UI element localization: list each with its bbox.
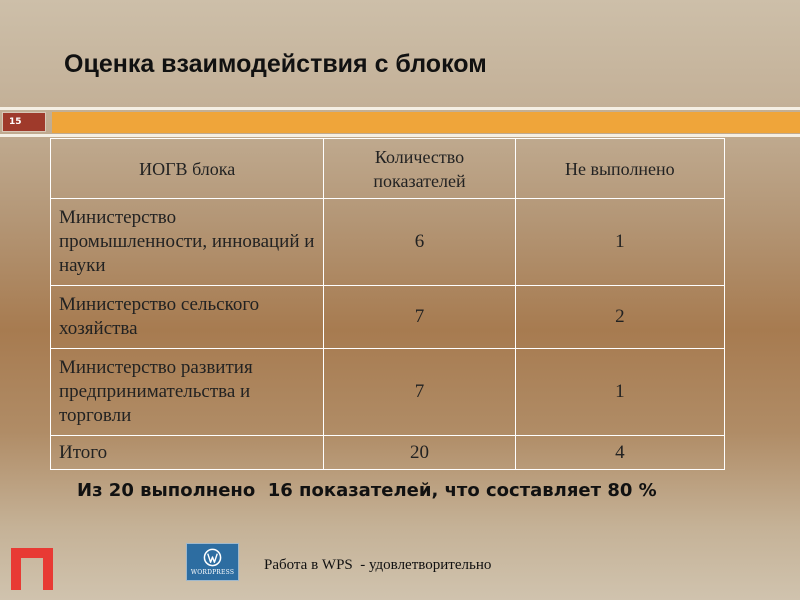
- not-done-count: 1: [515, 349, 724, 436]
- not-done-count: 2: [515, 286, 724, 349]
- not-done-count: 1: [515, 199, 724, 286]
- indicators-table: [50, 138, 725, 470]
- footer-note: Работа в WPS - удовлетворительно: [264, 557, 492, 573]
- accent-bar: [52, 112, 800, 133]
- ministry-name: Министерство сельского хозяйства: [51, 286, 324, 349]
- table-row: [51, 199, 725, 286]
- red-p-icon: [11, 548, 53, 590]
- header-iogv: ИОГВ блока: [51, 139, 324, 199]
- total-not-done: 4: [515, 436, 724, 470]
- header-not-done: Не выполнено: [515, 139, 724, 199]
- table-row: [51, 286, 725, 349]
- ministry-name: Министерство развития предпринимательства и торговли: [51, 349, 324, 436]
- indicator-count: 7: [324, 349, 515, 436]
- table-header-row: [51, 139, 725, 199]
- header-count: Количество показателей: [324, 139, 515, 199]
- table-total-row: [51, 436, 725, 470]
- summary-text: Из 20 выполнено 16 показателей, что составляет 80 %: [77, 480, 657, 501]
- ministry-name: Министерство промышленности, инноваций и науки: [51, 199, 324, 286]
- slide-number: 15: [2, 112, 46, 132]
- wordpress-logo-text: WORDPRESS: [190, 569, 235, 576]
- indicator-count: 7: [324, 286, 515, 349]
- divider-bottom: [0, 134, 800, 137]
- table-row: [51, 349, 725, 436]
- wordpress-mark-icon: [203, 548, 222, 567]
- indicator-count: 6: [324, 199, 515, 286]
- wordpress-logo-icon: [186, 543, 239, 581]
- divider-top: [0, 107, 800, 110]
- total-count: 20: [324, 436, 515, 470]
- slide-title: Оценка взаимодействия с блоком: [64, 50, 487, 78]
- total-label: Итого: [51, 436, 324, 470]
